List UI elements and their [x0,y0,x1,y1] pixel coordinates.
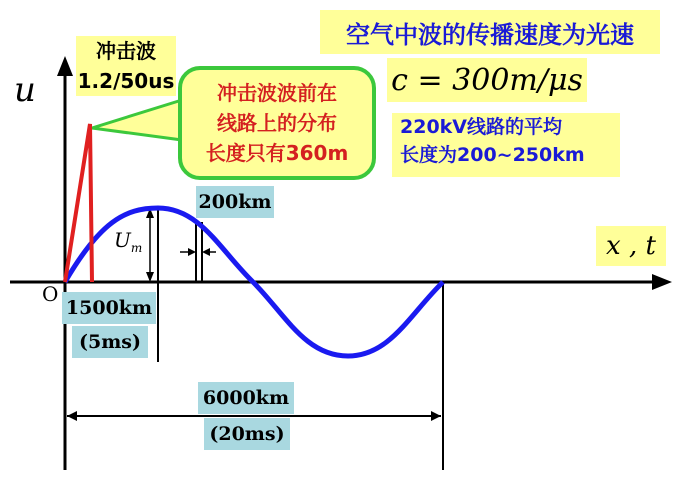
dimension-6000km-right-head [431,411,441,421]
um-text: U [114,228,131,252]
title-text: 空气中波的传播速度为光速 [346,20,634,49]
average-length-line2: 长度为200~250km [400,144,585,166]
label-200km: 200km [196,186,274,218]
origin-label: O [42,282,59,306]
impulse-name: 冲击波 [96,39,156,63]
label-1500km: 1500km [62,292,156,324]
label-6000km: 6000km [198,382,294,414]
average-length-line1: 220kV线路的平均 [400,116,563,138]
um-label [114,228,142,255]
callout-box [178,66,376,180]
arrow-200km-right-head [202,248,210,256]
formula-text: c = 300m/μs [391,62,583,98]
callout-line2: 线路上的分布 [217,111,337,135]
axis-x-label: x , t [596,226,666,266]
callout-pointer [92,100,182,140]
um-subscript: m [130,241,143,255]
arrow-200km-left-head [188,248,196,256]
label-5ms: (5ms) [72,326,148,358]
impulse-spec: 1.2/50us [77,69,175,93]
axis-u-label: u [14,70,36,110]
callout-line1: 冲击波波前在 [217,81,337,105]
x-axis-arrow [652,274,672,290]
callout-line3: 长度只有360m [205,141,349,165]
u-axis-arrow [57,56,73,76]
label-20ms: (20ms) [204,418,290,450]
dimension-6000km-left-head [67,411,77,421]
